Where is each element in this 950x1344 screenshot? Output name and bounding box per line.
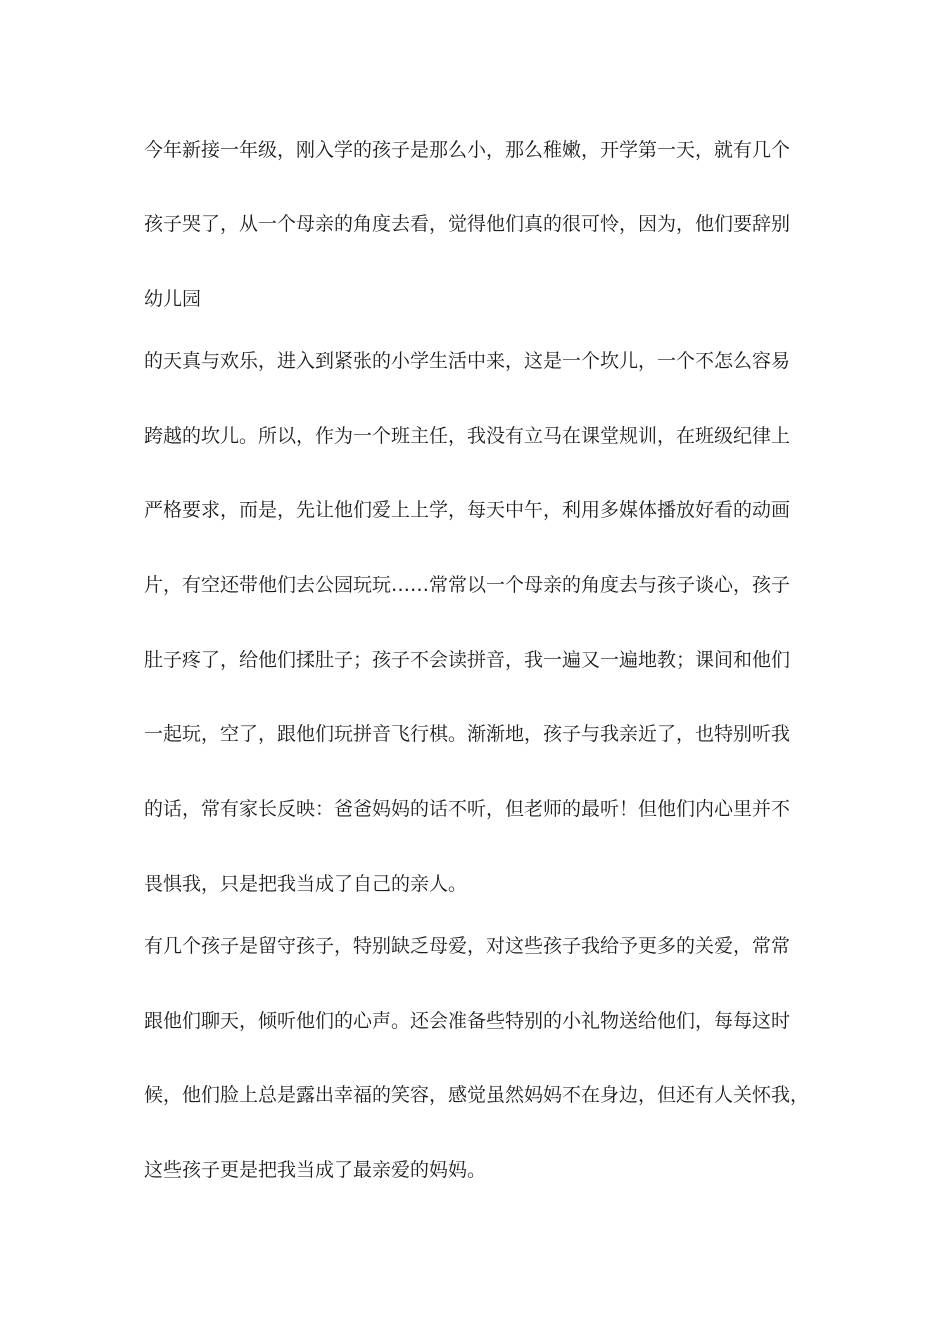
text-line: 的话，常有家长反映：爸爸妈妈的话不听，但老师的最听！但他们内心里并不: [144, 798, 791, 820]
text-line: 跨越的坎儿。所以，作为一个班主任，我没有立马在课堂规训，在班级纪律上: [144, 425, 791, 447]
text-line: 这些孩子更是把我当成了最亲爱的妈妈。: [144, 1159, 487, 1181]
text-line: 孩子哭了，从一个母亲的角度去看，觉得他们真的很可怜，因为，他们要辞别: [144, 213, 791, 235]
text-line: 今年新接一年级，刚入学的孩子是那么小，那么稚嫩，开学第一天，就有几个: [144, 139, 791, 161]
text-line: 肚子疼了，给他们揉肚子；孩子不会读拼音，我一遍又一遍地教；课间和他们: [144, 649, 791, 671]
text-line: 有几个孩子是留守孩子，特别缺乏母爱，对这些孩子我给予更多的关爱，常常: [144, 935, 791, 957]
text-line: 片，有空还带他们去公园玩玩……常常以一个母亲的角度去与孩子谈心，孩子: [144, 574, 791, 596]
text-line: 畏惧我，只是把我当成了自己的亲人。: [144, 873, 468, 895]
text-line: 一起玩，空了，跟他们玩拼音飞行棋。渐渐地，孩子与我亲近了，也特别听我: [144, 723, 791, 745]
text-line: 跟他们聊天，倾听他们的心声。还会准备些特别的小礼物送给他们，每每这时: [144, 1010, 791, 1032]
text-line: 的天真与欢乐，进入到紧张的小学生活中来，这是一个坎儿，一个不怎么容易: [144, 350, 791, 372]
text-line: 候，他们脸上总是露出幸福的笑容，感觉虽然妈妈不在身边，但还有人关怀我，: [144, 1084, 810, 1106]
text-line: 严格要求，而是，先让他们爱上上学，每天中午，利用多媒体播放好看的动画: [144, 499, 791, 521]
text-line: 幼儿园: [144, 288, 202, 310]
